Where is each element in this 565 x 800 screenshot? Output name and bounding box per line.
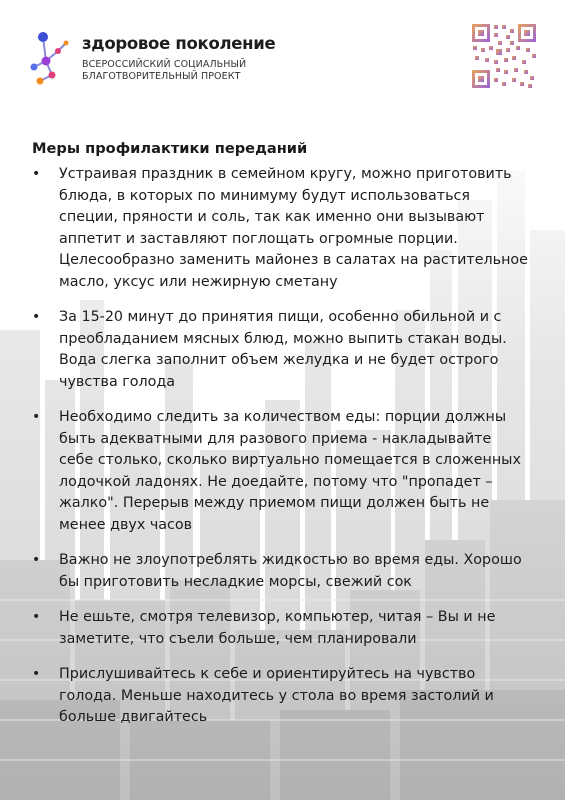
header [28, 28, 538, 88]
section-title: Меры профилактики переданий [32, 140, 308, 157]
list-item: • Необходимо следить за количеством еды: порции должны быть адекватными для разового приема - накладывайте себе столько, сколько виртуально помещается в сложенных лодочкой ладонях. Не доедайте, потому что "пропадет – жалко". Перерыв между приемом пищи должен быть не менее двух часов [32, 407, 528, 536]
qr-code-icon[interactable] [470, 22, 538, 90]
molecule-logo-icon [28, 31, 74, 85]
list-item: • Прислушивайтесь к себе и ориентируйтесь на чувство голода. Меньше находитесь у стола во время застолий и больше двигайтесь [32, 664, 528, 729]
list-item: • За 15-20 минут до принятия пищи, особенно обильной и с преобладанием мясных блюд, можно выпить стакан воды. Вода слегка заполнит объем желудка и не будет острого чувства голода [32, 307, 528, 393]
main-content [32, 140, 528, 743]
subtitle-line-2: БЛАГОТВОРИТЕЛЬНЫЙ ПРОЕКТ [82, 71, 241, 82]
subtitle-line-1: ВСЕРОССИЙСКИЙ СОЦИАЛЬНЫЙ [82, 59, 247, 70]
list-item: • Устраивая праздник в семейном кругу, можно приготовить блюда, в которых по минимуму будут использоваться специи, пряности и соль, так как именно они вызывают аппетит и заставляют поглощать огромные порции. Целесообразно заменить майонез в салатах на растительное масло, уксус или нежирную сметану [32, 164, 528, 293]
list-item: • Важно не злоупотреблять жидкостью во время еды. Хорошо бы приготовить несладкие морсы, свежий сок [32, 550, 528, 593]
list-item: • Не ешьте, смотря телевизор, компьютер, читая – Вы и не заметите, что съели больше, чем планировали [32, 607, 528, 650]
prevention-list [32, 164, 528, 729]
brand-subtitle [82, 59, 246, 83]
brand-name: здоровое поколение [82, 34, 276, 53]
